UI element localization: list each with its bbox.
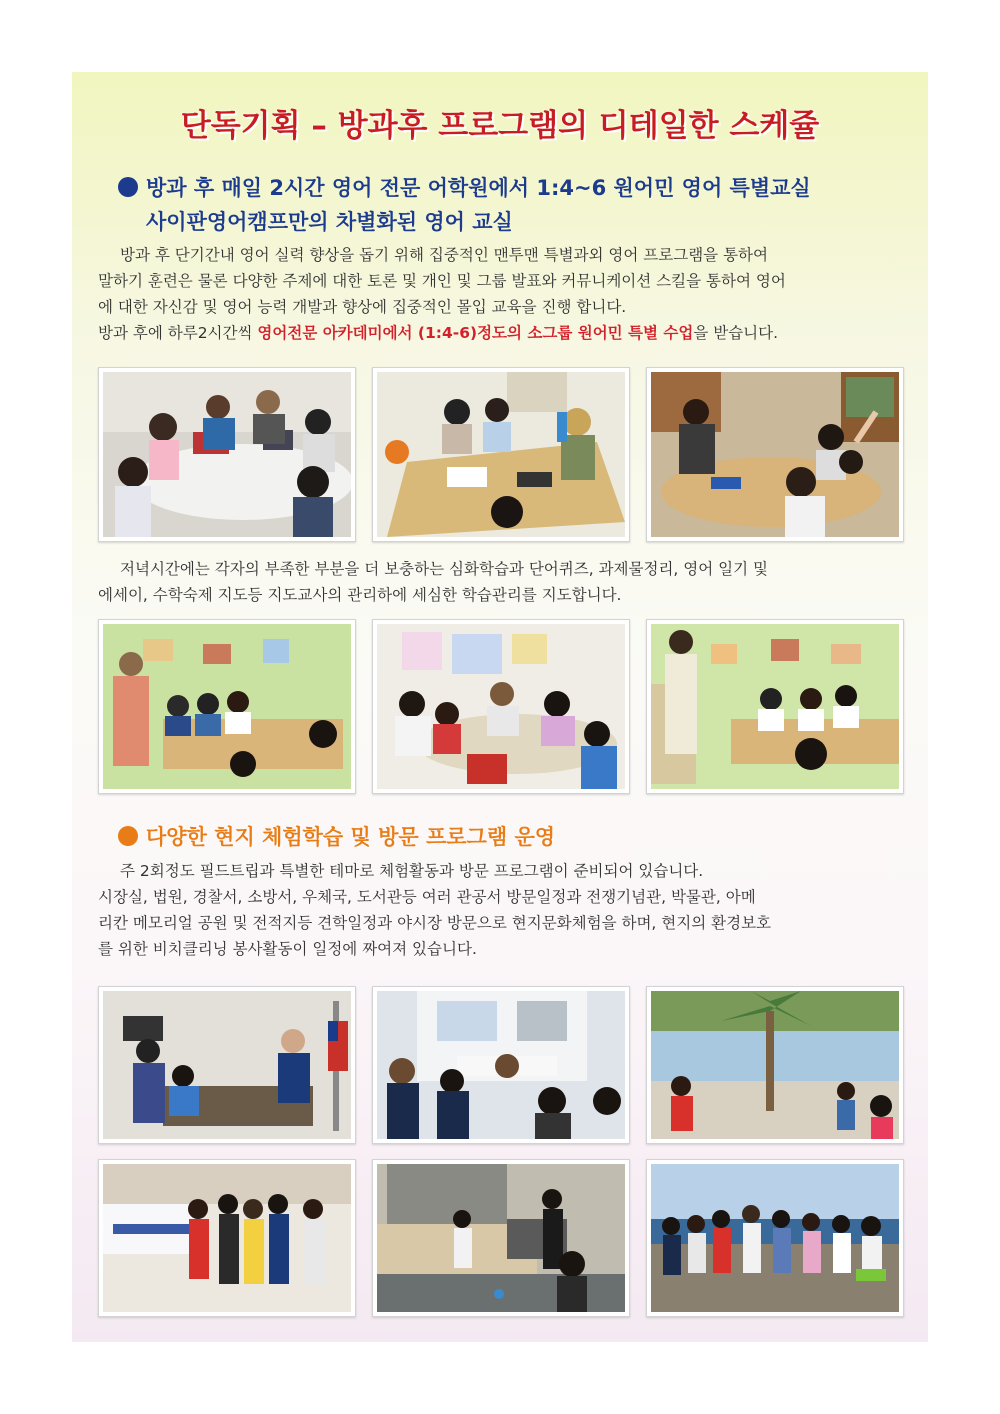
photo-fire-station	[372, 986, 630, 1144]
photo-war-museum	[372, 1159, 630, 1317]
section1-heading	[118, 171, 811, 239]
para-line: 말하기 훈련은 물론 다양한 주제에 대한 토론 및 개인 및 그룹 발표와 커뮤니케이션 스킬을 통하여 영어	[98, 272, 786, 290]
bullet-icon	[118, 826, 138, 846]
photo-group-seaside	[646, 1159, 904, 1317]
para-line: 주 2회정도 필드트립과 특별한 테마로 체험활동과 방문 프로그램이 준비되어 있습니다.	[120, 862, 704, 880]
photo-study-1	[98, 619, 356, 794]
photo-classroom-3	[646, 367, 904, 542]
para-line	[98, 320, 906, 346]
para-text: 방과 후에 하루2시간씩	[98, 324, 258, 342]
photo-classroom-2	[372, 367, 630, 542]
photo-beach-cleanup	[646, 986, 904, 1144]
bullet-icon	[118, 177, 138, 197]
page-title: 단독기획 – 방과후 프로그램의 디테일한 스케쥴	[180, 108, 820, 144]
para-text: 을 받습니다.	[693, 324, 779, 342]
para-line: 저녁시간에는 각자의 부족한 부분을 더 보충하는 심화학습과 단어퀴즈, 과제물정리, 영어 일기 및	[120, 560, 769, 578]
photo-study-3	[646, 619, 904, 794]
section2-heading	[118, 822, 555, 852]
section1-paragraph-2	[98, 556, 906, 608]
para-line: 시장실, 법원, 경찰서, 소방서, 우체국, 도서관등 여러 관공서 방문일정과 전쟁기념관, 박물관, 아메	[98, 888, 756, 906]
section2-heading-text: 다양한 현지 체험학습 및 방문 프로그램 운영	[146, 825, 556, 849]
photo-study-2	[372, 619, 630, 794]
section1-heading-line2: 사이판영어캠프만의 차별화된 영어 교실	[146, 210, 513, 234]
section1-heading-line1: 방과 후 매일 2시간 영어 전문 어학원에서 1:4~6 원어민 영어 특별교실	[146, 176, 811, 200]
photo-office-visit	[98, 986, 356, 1144]
para-line: 에 대한 자신감 및 영어 능력 개발과 향상에 집중적인 몰입 교육을 진행 합니다.	[98, 298, 627, 316]
para-line: 에세이, 수학숙제 지도등 지도교사의 관리하에 세심한 학습관리를 지도합니다.	[98, 586, 622, 604]
section2-paragraph	[98, 858, 906, 962]
section1-paragraph	[98, 242, 906, 346]
para-line: 방과 후 단기간내 영어 실력 향상을 돕기 위해 집중적인 맨투맨 특별과외 영어 프로그램을 통하여	[120, 246, 769, 264]
para-line: 를 위한 비치클리닝 봉사활동이 일정에 짜여져 있습니다.	[98, 940, 477, 958]
highlight-text: 영어전문 아카데미에서 (1:4-6)정도의 소그룹 원어민 특별 수업	[257, 324, 694, 342]
para-line: 리칸 메모리얼 공원 및 전적지등 견학일정과 야시장 방문으로 현지문화체험을 하며, 현지의 환경보호	[98, 914, 772, 932]
photo-classroom-1	[98, 367, 356, 542]
photo-police-station	[98, 1159, 356, 1317]
